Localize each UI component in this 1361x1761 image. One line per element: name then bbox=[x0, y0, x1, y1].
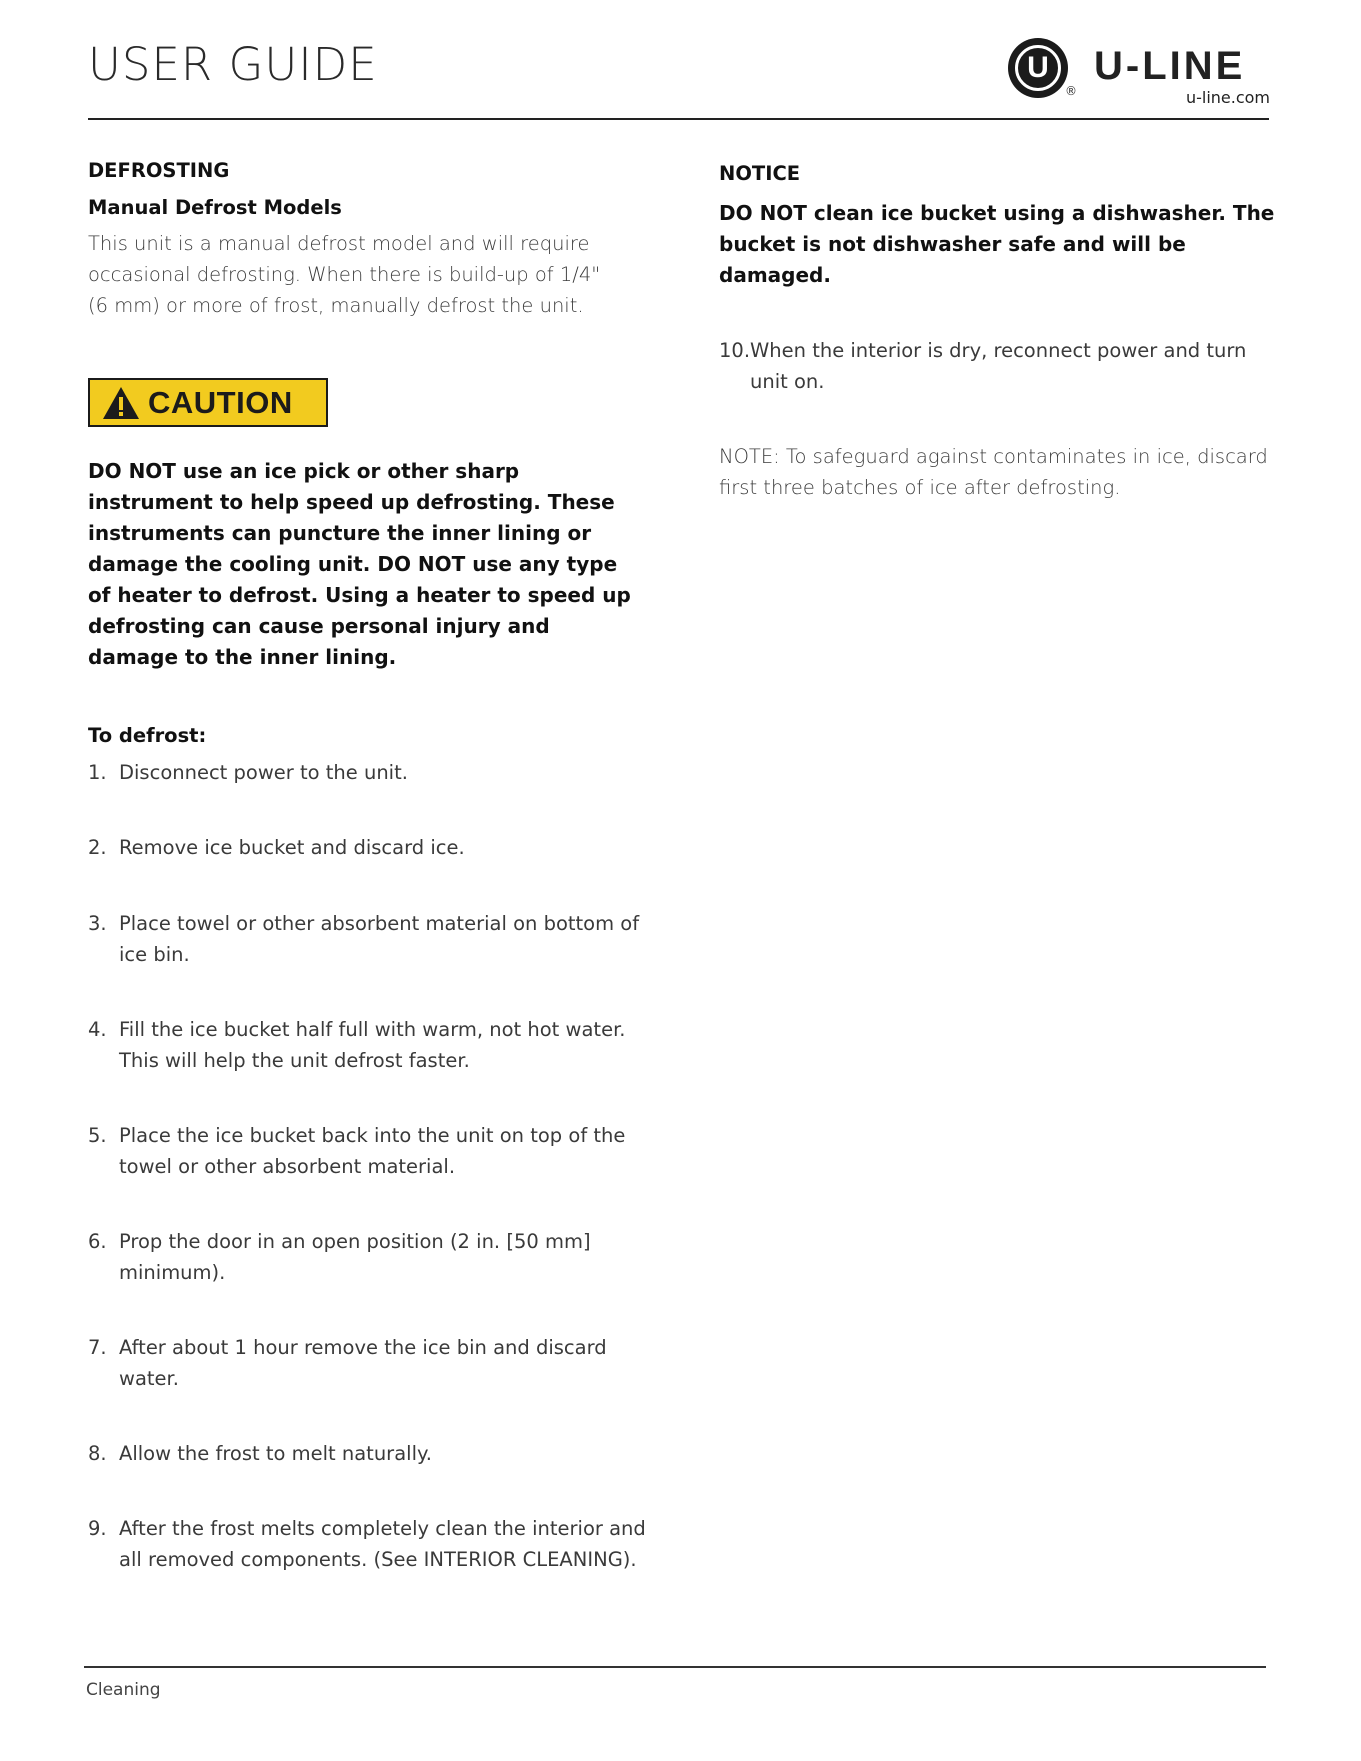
notice-text: DO NOT clean ice bucket using a dishwasher. The bucket is not dishwasher safe and will be damaged. bbox=[719, 201, 1275, 287]
footer-section-label: Cleaning bbox=[86, 1680, 161, 1700]
logo-mark-letter: U bbox=[1015, 45, 1061, 91]
note-paragraph: NOTE: To safeguard against contaminates in ice, discard first three batches of ice after defrosting. bbox=[719, 445, 1268, 499]
list-item: 3. Place towel or other absorbent material on bottom of ice bin. bbox=[88, 912, 640, 966]
section-title: DEFROSTING bbox=[88, 159, 230, 182]
left-column bbox=[88, 155, 648, 1575]
caution-banner bbox=[88, 378, 328, 427]
steps-list bbox=[88, 757, 648, 1575]
website-url: u-line.com bbox=[1185, 88, 1270, 107]
logo-mark-icon bbox=[1008, 38, 1068, 98]
logo-wordmark: U-LINE bbox=[1094, 44, 1246, 88]
caution-text: DO NOT use an ice pick or other sharp instrument to help speed up defrosting. These instruments can puncture the inner lining or damage the cooling unit. DO NOT use any type of heater to defrost. Using a heater to speed up defrosting can cause personal injury and damage to the inner lining. bbox=[88, 459, 631, 669]
list-item: 7. After about 1 hour remove the ice bin and discard water. bbox=[88, 1336, 607, 1390]
footer-divider bbox=[84, 1666, 1266, 1668]
list-item: 10. When the interior is dry, reconnect power and turn unit on. bbox=[719, 339, 1247, 393]
section-subtitle: Manual Defrost Models bbox=[88, 196, 342, 219]
list-item: 1. Disconnect power to the unit. bbox=[88, 761, 408, 784]
list-item: 4. Fill the ice bucket half full with warm, not hot water. This will help the unit defrost faster. bbox=[88, 1018, 626, 1072]
list-item: 6. Prop the door in an open position (2 in. [50 mm] minimum). bbox=[88, 1230, 591, 1284]
warning-triangle-icon bbox=[102, 386, 140, 420]
intro-paragraph: This unit is a manual defrost model and will require occasional defrosting. When there is build-up of 1/4" (6 mm) or more of frost, manually defrost the unit. bbox=[88, 232, 601, 317]
registered-mark: ® bbox=[1065, 84, 1077, 98]
brand-logo bbox=[1008, 38, 1270, 108]
right-column bbox=[719, 158, 1279, 503]
page-title: USER GUIDE bbox=[88, 38, 378, 91]
steps-title: To defrost: bbox=[88, 724, 207, 747]
list-item: 8. Allow the frost to melt naturally. bbox=[88, 1442, 432, 1465]
list-item: 2. Remove ice bucket and discard ice. bbox=[88, 836, 465, 859]
header-divider bbox=[88, 118, 1269, 120]
notice-title: NOTICE bbox=[719, 162, 801, 185]
caution-label: CAUTION bbox=[148, 384, 293, 420]
list-item: 5. Place the ice bucket back into the unit on top of the towel or other absorbent material. bbox=[88, 1124, 626, 1178]
list-item: 9. After the frost melts completely clean the interior and all removed components. (See INTERIOR CLEANING). bbox=[88, 1517, 646, 1571]
